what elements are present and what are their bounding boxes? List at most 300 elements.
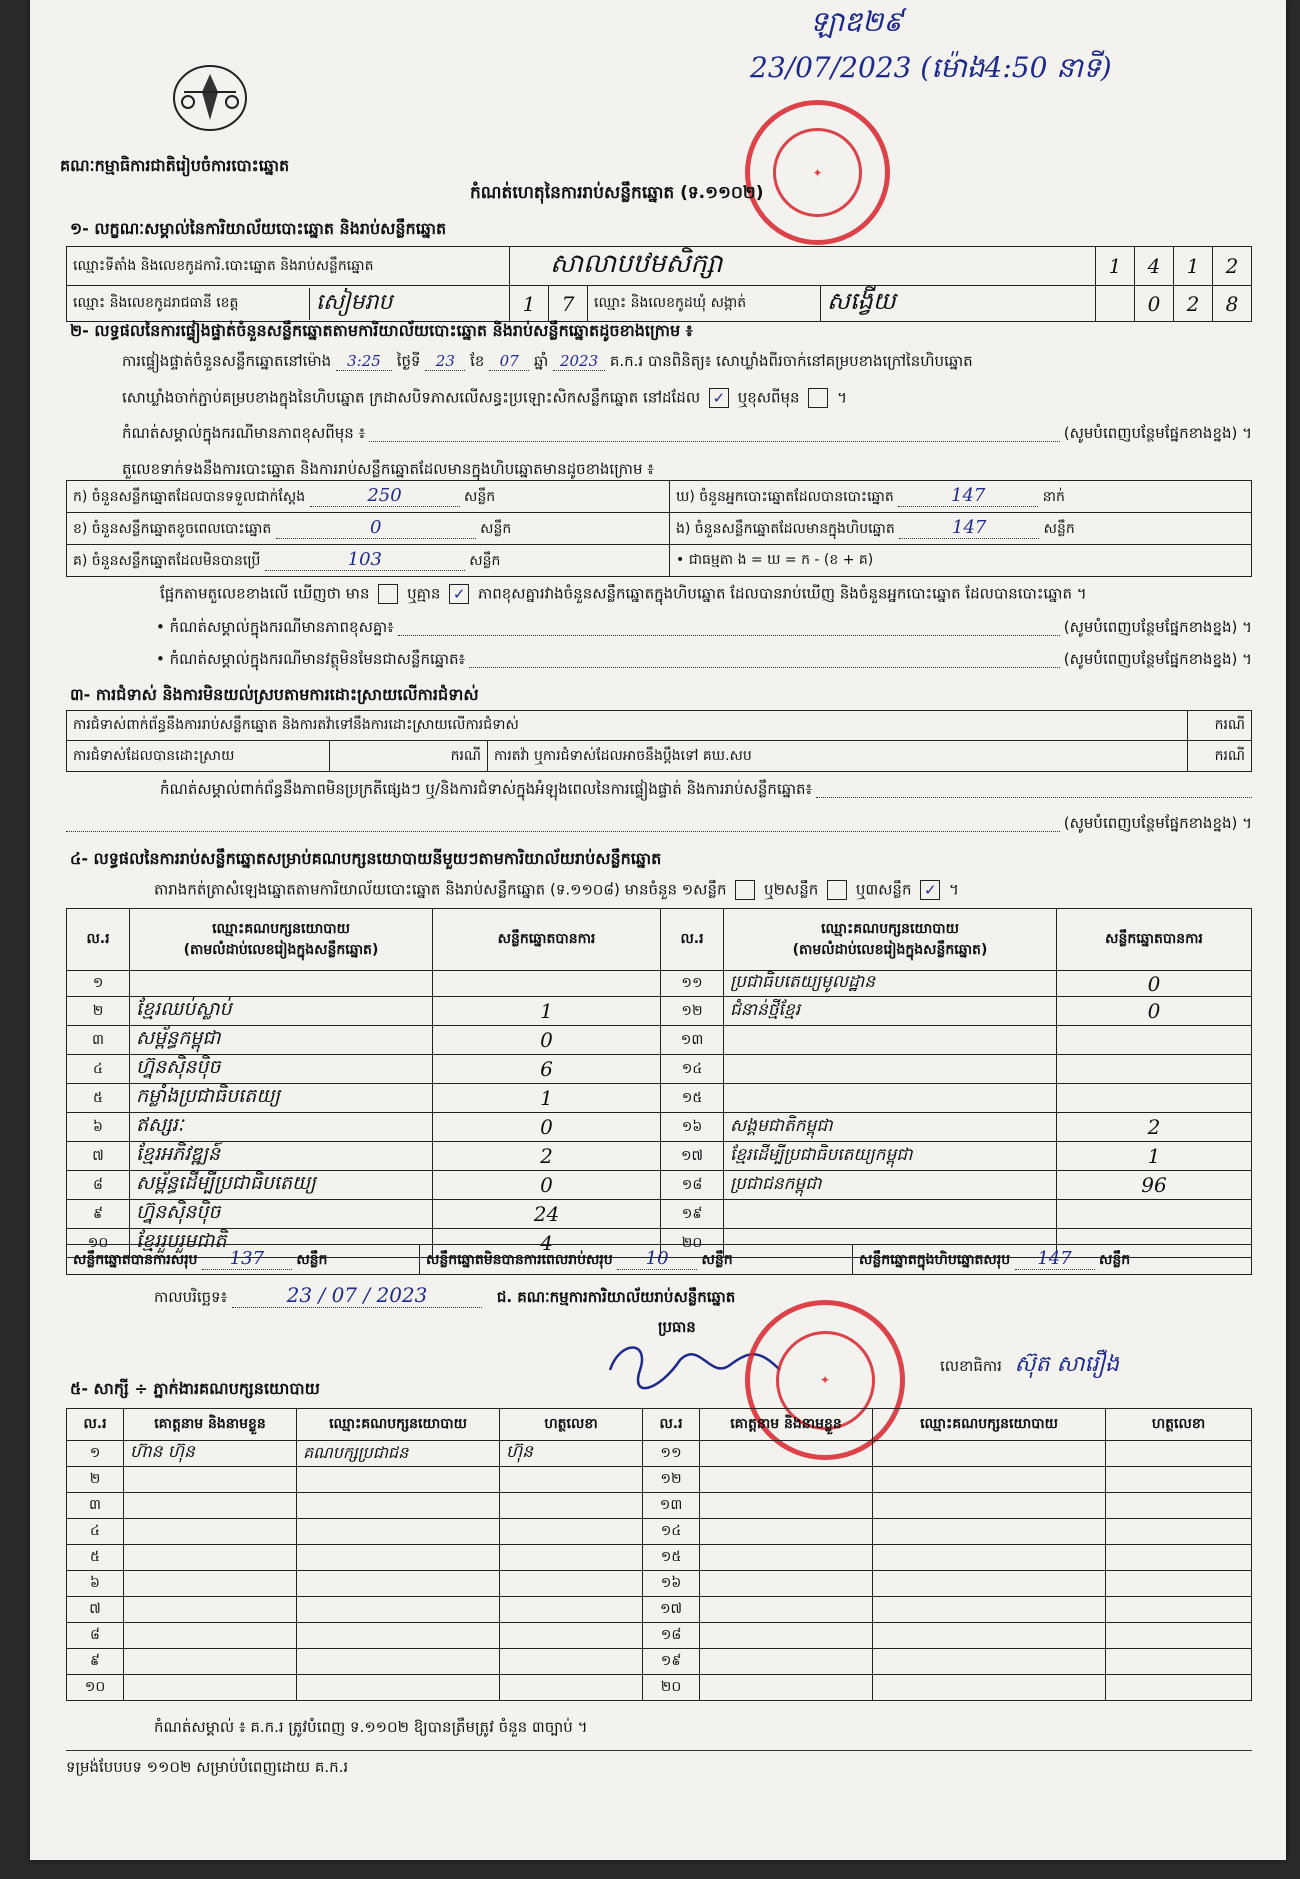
- document-title: កំណត់ហេតុនៃការរាប់សន្លឹកឆ្នោត (ទ.១១០២): [470, 183, 764, 203]
- section4-heading: ៤- លទ្ធផលនៃការរាប់សន្លឹកឆ្នោតសម្រាប់គណបក្សនយោបាយនីមួយៗតាមការិយាល័យរាប់សន្លឹកឆ្នោត: [70, 849, 662, 868]
- witness-signature-cell: [500, 1649, 643, 1675]
- totals-table: [66, 1244, 1252, 1275]
- total-invalid-value: 10: [617, 1248, 697, 1270]
- witness-no-cell: ១០: [67, 1675, 124, 1701]
- right-votes-cell: 0: [1057, 997, 1252, 1026]
- verification-year: 2023: [553, 352, 605, 371]
- witness-no-cell: ២: [67, 1467, 124, 1493]
- province-code-digit: 1: [510, 286, 549, 322]
- col-party: [130, 909, 433, 971]
- witness-name-cell: [700, 1441, 873, 1467]
- total-box-value: 147: [1015, 1248, 1095, 1270]
- unit-label: សន្លឹក: [701, 1252, 733, 1268]
- right-votes-cell: 2: [1057, 1113, 1252, 1142]
- note-foreign-object-field[interactable]: [469, 650, 1060, 668]
- note-foreign-object-line: [156, 650, 1252, 672]
- president-label: ប្រធាន: [658, 1318, 696, 1336]
- left-no-cell: ៥: [67, 1084, 130, 1113]
- has-discrepancy-checkbox[interactable]: [378, 584, 398, 604]
- right-no-cell: ១៥: [661, 1084, 724, 1113]
- left-party-cell: ឥស្សរៈ: [130, 1113, 433, 1142]
- col-name: គោត្តនាម និងនាមខ្លួន: [124, 1409, 297, 1441]
- right-party-cell: [724, 1026, 1057, 1055]
- left-votes-cell: [433, 971, 661, 997]
- witness-no-cell: ១: [67, 1441, 124, 1467]
- left-party-cell: ហ្វ៊ុនស៊ិនប៉ិច: [130, 1200, 433, 1229]
- col-party-title: ឈ្មោះគណបក្សនយោបាយ: [821, 920, 959, 937]
- voters-label: ឃ) ចំនួនអ្នកបោះឆ្នោតដែលបានបោះឆ្នោត: [676, 489, 894, 505]
- witness-party-cell: [297, 1467, 500, 1493]
- three-sheets-label: ឬ៣សន្លឹក: [855, 880, 912, 899]
- table-row: [67, 1113, 1252, 1142]
- right-party-cell: [724, 1084, 1057, 1113]
- col-party: ឈ្មោះគណបក្សនយោបាយ: [873, 1409, 1106, 1441]
- ballot-count-report-page: [30, 0, 1286, 1860]
- witness-name-cell: [700, 1467, 873, 1493]
- received-ballots-row: [67, 481, 670, 513]
- witness-name-cell: [700, 1649, 873, 1675]
- unit-label: សន្លឹក: [469, 553, 501, 569]
- table-row: [67, 1675, 1252, 1701]
- box-ballots-row: [670, 513, 1252, 545]
- received-ballots-value: 250: [310, 485, 460, 507]
- table-row: [67, 1441, 1252, 1467]
- witness-no-cell: ១១: [643, 1441, 700, 1467]
- witness-party-cell: [873, 1493, 1106, 1519]
- witness-party-cell: [297, 1519, 500, 1545]
- unit-label: សន្លឹក: [464, 489, 496, 505]
- witness-signature-cell: [500, 1597, 643, 1623]
- witness-signature-cell: [500, 1571, 643, 1597]
- witness-no-cell: ១៣: [643, 1493, 700, 1519]
- witness-no-cell: ៦: [67, 1571, 124, 1597]
- witness-signature-cell: [1106, 1623, 1252, 1649]
- witness-party-cell: [297, 1649, 500, 1675]
- witness-party-cell: [297, 1623, 500, 1649]
- witness-no-cell: ១៤: [643, 1519, 700, 1545]
- verification-text: ការផ្ទៀងផ្ទាត់ចំនួនសន្លឹកឆ្នោតនៅម៉ោង: [122, 352, 332, 370]
- appeal-cases: ករណី: [1187, 741, 1251, 772]
- table-row: [67, 1171, 1252, 1200]
- objections-cases: ករណី: [1187, 711, 1251, 741]
- table-row: [67, 1142, 1252, 1171]
- witness-party-cell: [873, 1623, 1106, 1649]
- commune-label: ឈ្មោះ និងលេខកូដឃុំ សង្កាត់: [588, 286, 821, 322]
- organization-name: គណៈកម្មាធិការជាតិរៀបចំការបោះឆ្នោត: [60, 156, 290, 175]
- location-code-digit: 1: [1174, 247, 1213, 286]
- irregularities-note-line: [160, 780, 1252, 802]
- unused-ballots-row: [67, 545, 670, 577]
- witness-signature-cell: [500, 1675, 643, 1701]
- left-no-cell: ៤: [67, 1055, 130, 1084]
- no-discrepancy-checkbox[interactable]: ✓: [449, 584, 469, 604]
- verification-month: 07: [489, 352, 529, 371]
- left-votes-cell: 6: [433, 1055, 661, 1084]
- left-party-cell: [130, 971, 433, 997]
- left-party-cell: សម្ព័ន្ធដើម្បីប្រជាធិបតេយ្យ: [130, 1171, 433, 1200]
- left-party-cell: ហ្វ៊ុនស៊ិនប៉ិច: [130, 1055, 433, 1084]
- total-valid-cell: [67, 1245, 420, 1275]
- official-seal-top: [745, 100, 890, 245]
- three-sheets-checkbox[interactable]: ✓: [920, 880, 940, 900]
- box-ballots-value: 147: [899, 517, 1039, 539]
- unit-label: សន្លឹក: [1043, 521, 1075, 537]
- day-label: ថ្ងៃទី: [396, 352, 421, 370]
- left-no-cell: ៨: [67, 1171, 130, 1200]
- right-votes-cell: 0: [1057, 971, 1252, 997]
- witness-party-cell: [873, 1467, 1106, 1493]
- section5-heading: ៥- សាក្សី ÷ ភ្នាក់ងារគណបក្សនយោបាយ: [70, 1379, 320, 1398]
- left-no-cell: ៣: [67, 1026, 130, 1055]
- witness-no-cell: ៩: [67, 1649, 124, 1675]
- changed-option-label: ឬខុសពីមុន: [737, 388, 800, 407]
- discrepancy-line: [160, 584, 1087, 607]
- witness-signature-cell: [500, 1467, 643, 1493]
- commune-code-digit: 0: [1135, 286, 1174, 322]
- witness-party-cell: [297, 1597, 500, 1623]
- table-row: [67, 1467, 1252, 1493]
- spoiled-ballots-value: 0: [276, 517, 476, 539]
- witness-signature-cell: [1106, 1597, 1252, 1623]
- appeal-label: ការតវ៉ា ឬការជំទាស់ដែលអាចនឹងប្តឹងទៅ គឃ.សប: [488, 741, 1188, 772]
- section3-heading: ៣- ការជំទាស់ និងការមិនយល់ស្របតាមការដោះស្រាយលើការជំទាស់: [70, 685, 479, 704]
- witness-no-cell: ១៩: [643, 1649, 700, 1675]
- left-votes-cell: 0: [433, 1113, 661, 1142]
- difference-note-line: [122, 424, 1252, 446]
- table-row: [67, 1545, 1252, 1571]
- note-suffix: (សូមបំពេញបន្ថែមផ្នែកខាងខ្នង) ។: [1063, 618, 1252, 636]
- witness-signature-cell: [500, 1493, 643, 1519]
- commune-value: សង្វើយ: [821, 286, 1096, 322]
- location-code-digit: 2: [1213, 247, 1252, 286]
- witness-no-cell: ៥: [67, 1545, 124, 1571]
- difference-note-suffix: (សូមបំពេញបន្ថែមផ្នែកខាងខ្នង) ។: [1063, 424, 1252, 442]
- col-no: ល.រ: [67, 909, 130, 971]
- unit-label: នាក់: [1042, 489, 1065, 505]
- right-party-cell: ជំនាន់ថ្មីខ្មែរ: [724, 997, 1057, 1026]
- witness-name-cell: [700, 1571, 873, 1597]
- right-party-cell: ប្រជាធិបតេយ្យមូលដ្ឋាន: [724, 971, 1057, 997]
- unit-label: សន្លឹក: [1098, 1252, 1131, 1268]
- left-votes-cell: 1: [433, 1084, 661, 1113]
- witness-party-cell: [873, 1441, 1106, 1467]
- left-votes-cell: 24: [433, 1200, 661, 1229]
- changed-checkbox[interactable]: [808, 388, 828, 408]
- total-valid-label: សន្លឹកឆ្នោតបានការសរុប: [73, 1252, 198, 1268]
- total-invalid-cell: [420, 1245, 853, 1275]
- discrepancy-text: ផ្អែកតាមតួលេខខាងលើ ឃើញថា មាន: [160, 584, 370, 603]
- col-no: ល.រ: [67, 1409, 124, 1441]
- right-no-cell: ១១: [661, 971, 724, 997]
- irregularities-note-field2[interactable]: [66, 814, 1060, 832]
- witness-signature-cell: [500, 1519, 643, 1545]
- witness-party-cell: [873, 1571, 1106, 1597]
- table-row: [67, 1200, 1252, 1229]
- note-discrepancy-field[interactable]: [398, 618, 1060, 636]
- province-code-digit: 7: [549, 286, 588, 322]
- note-discrepancy-label: • កំណត់សម្គាល់ក្នុងករណីមានភាពខុសគ្នា៖: [156, 618, 394, 636]
- witness-name-cell: [124, 1597, 297, 1623]
- no-discrepancy-label: ឬគ្មាន: [407, 584, 441, 603]
- secretary-name: ស៊ុត សារឿង: [1014, 1352, 1119, 1377]
- footer-text: ទម្រង់បែបបទ ១១០២ សម្រាប់បំពេញដោយ គ.ក.រ: [66, 1758, 349, 1776]
- location-code-digit: 4: [1135, 247, 1174, 286]
- received-ballots-label: ក) ចំនួនសន្លឹកឆ្នោតដែលបានទទួលជាក់ស្តែង: [73, 489, 306, 505]
- col-no: ល.រ: [661, 909, 724, 971]
- commune-code-digit: 8: [1213, 286, 1252, 322]
- witness-party-cell: [297, 1675, 500, 1701]
- left-votes-cell: 1: [433, 997, 661, 1026]
- box-ballots-label: ង) ចំនួនសន្លឹកឆ្នោតដែលមានក្នុងហិបឆ្នោត: [676, 521, 895, 537]
- witness-party-cell: [873, 1545, 1106, 1571]
- witness-name-cell: [700, 1519, 873, 1545]
- witness-signature-cell: [1106, 1571, 1252, 1597]
- date-value: 23 / 07 / 2023: [232, 1283, 482, 1308]
- right-no-cell: ១៧: [661, 1142, 724, 1171]
- witness-table: [66, 1408, 1252, 1701]
- witness-signature-cell: [1106, 1467, 1252, 1493]
- total-invalid-label: សន្លឹកឆ្នោតមិនបានការពេលរាប់សរុប: [426, 1252, 613, 1268]
- right-votes-cell: [1057, 1200, 1252, 1229]
- witness-name-cell: [124, 1571, 297, 1597]
- right-party-cell: [724, 1055, 1057, 1084]
- seal-status-line: សោឃ្លាំងចាក់ភ្ជាប់គម្របខាងក្នុងនៃហិបឆ្នោត ក្រដាសបិទភាសលើសន្ធះប្រឡោះសិកសន្លឹកឆ្នោត នៅដដែល ✓ ឬខុសពីមុន ។: [122, 388, 848, 407]
- witness-signature-cell: [1106, 1493, 1252, 1519]
- witness-party-cell: [873, 1597, 1106, 1623]
- voters-row: [670, 481, 1252, 513]
- table-row: [67, 1597, 1252, 1623]
- total-box-cell: [853, 1245, 1252, 1275]
- handwritten-code: ឡាឌ២៩: [810, 5, 903, 38]
- section1-heading: ១- លក្ខណៈសម្គាល់នៃការិយាល័យបោះឆ្នោត និងរាប់សន្លឹកឆ្នោត: [70, 219, 447, 238]
- col-votes: សន្លឹកឆ្នោតបានការ: [1057, 909, 1252, 971]
- col-party-title: ឈ្មោះគណបក្សនយោបាយ: [212, 920, 350, 937]
- year-label: ឆ្នាំ: [533, 352, 549, 370]
- witness-signature-cell: [500, 1623, 643, 1649]
- witness-no-cell: ១៨: [643, 1623, 700, 1649]
- unchanged-checkbox[interactable]: ✓: [709, 388, 729, 408]
- province-label: ឈ្មោះ និងលេខកូដរាជធានី ខេត្ត: [67, 288, 310, 320]
- verification-day: 23: [425, 352, 465, 371]
- right-no-cell: ២០: [661, 1229, 724, 1258]
- right-no-cell: ១២: [661, 997, 724, 1026]
- unit-label: សន្លឹក: [296, 1252, 328, 1268]
- spoiled-ballots-label: ខ) ចំនួនសន្លឹកឆ្នោតខូចពេលបោះឆ្នោត: [73, 521, 272, 537]
- unused-ballots-label: គ) ចំនួនសន្លឹកឆ្នោតដែលមិនបានប្រើ: [73, 553, 261, 569]
- witness-party-cell: [873, 1675, 1106, 1701]
- witness-name-cell: [700, 1597, 873, 1623]
- left-no-cell: ៧: [67, 1142, 130, 1171]
- table-row: [67, 1084, 1252, 1113]
- secretary-line: [940, 1350, 1119, 1382]
- witness-party-cell: គណបក្សប្រជាជន: [297, 1441, 500, 1467]
- left-party-cell: កម្លាំងប្រជាធិបតេយ្យ: [130, 1084, 433, 1113]
- col-sign: ហត្ថលេខា: [500, 1409, 643, 1441]
- right-no-cell: ១៤: [661, 1055, 724, 1084]
- witness-signature-cell: [1106, 1545, 1252, 1571]
- col-name: គោត្តនាម និងនាមខ្លួន: [700, 1409, 873, 1441]
- table-row: [67, 971, 1252, 997]
- col-party: ឈ្មោះគណបក្សនយោបាយ: [297, 1409, 500, 1441]
- witness-name-cell: [700, 1675, 873, 1701]
- witness-no-cell: ១៥: [643, 1545, 700, 1571]
- verification-time: 3:25: [336, 352, 392, 371]
- table-row: [67, 1649, 1252, 1675]
- witness-name-cell: [124, 1467, 297, 1493]
- col-votes: សន្លឹកឆ្នោតបានការ: [433, 909, 661, 971]
- table-row: [67, 1623, 1252, 1649]
- figures-intro: តួលេខទាក់ទងនឹងការបោះឆ្នោត និងការរាប់សន្លឹកឆ្នោតដែលមានក្នុងហិបឆ្នោតមានដូចខាងក្រោម ៖: [122, 460, 654, 478]
- col-party: [724, 909, 1057, 971]
- table-row: [67, 1571, 1252, 1597]
- witness-name-cell: [124, 1519, 297, 1545]
- col-party-subtitle: (តាមលំដាប់លេខរៀងក្នុងសន្លឹកឆ្នោត): [183, 941, 379, 958]
- seal-emblem-icon: ✦: [773, 128, 863, 218]
- left-votes-cell: 0: [433, 1171, 661, 1200]
- right-votes-cell: [1057, 1026, 1252, 1055]
- col-sign: ហត្ថលេខា: [1106, 1409, 1252, 1441]
- witness-name-cell: [700, 1545, 873, 1571]
- unit-label: សន្លឹក: [480, 521, 512, 537]
- witness-party-cell: [297, 1571, 500, 1597]
- col-party-subtitle: (តាមលំដាប់លេខរៀងក្នុងសន្លឹកឆ្នោត): [792, 941, 988, 958]
- commune-code-digit: 2: [1174, 286, 1213, 322]
- left-votes-cell: 4: [433, 1229, 661, 1258]
- discrepancy-text-post: ភាពខុសគ្នារវាងចំនួនសន្លឹកឆ្នោតក្នុងហិបឆ្នោត ដែលបានរាប់ឃើញ និងចំនួនអ្នកបោះឆ្នោត ដែលបានបោះឆ្នោត ។: [477, 584, 1087, 603]
- witness-signature-cell: [500, 1545, 643, 1571]
- witness-name-cell: [124, 1493, 297, 1519]
- nec-emblem-icon: [170, 62, 250, 134]
- table-row: [67, 1519, 1252, 1545]
- verification-text-post: គ.ក.រ បានពិនិត្យ៖ សោឃ្លាំងពីរចាក់នៅគម្របខាងក្រៅនៃហិបឆ្នោត: [609, 352, 973, 370]
- left-party-cell: ខ្មែរឈប់ស្លាប់: [130, 997, 433, 1026]
- right-party-cell: ខ្មែរដើម្បីប្រជាធិបតេយ្យកម្ពុជា: [724, 1142, 1057, 1171]
- witness-party-cell: [297, 1545, 500, 1571]
- right-votes-cell: 1: [1057, 1142, 1252, 1171]
- location-code-digit: 1: [1096, 247, 1135, 286]
- witness-name-cell: [700, 1493, 873, 1519]
- left-votes-cell: 0: [433, 1026, 661, 1055]
- witness-signature-cell: [1106, 1519, 1252, 1545]
- difference-note-label: កំណត់សម្គាល់ក្នុងករណីមានភាពខុសពីមុន ៖: [122, 424, 366, 442]
- formula-cell: • ជាធម្មតា ង = ឃ = ក - (ខ + គ): [670, 545, 1252, 577]
- seal-status-text: សោឃ្លាំងចាក់ភ្ជាប់គម្របខាងក្នុងនៃហិបឆ្នោត ក្រដាសបិទភាសលើសន្ធះប្រឡោះសិកសន្លឹកឆ្នោត នៅដដែល: [122, 388, 701, 407]
- footnote: កំណត់សម្គាល់ ៖ គ.ក.រ ត្រូវបំពេញ ទ.១១០២ ឱ្យបានត្រឹមត្រូវ ចំនួន ៣ច្បាប់ ។: [154, 1718, 588, 1736]
- right-no-cell: ១៣: [661, 1026, 724, 1055]
- right-votes-cell: [1057, 1084, 1252, 1113]
- verification-line: [122, 352, 1252, 374]
- committee-label: ជ. គណៈកម្មការការិយាល័យរាប់សន្លឹកឆ្នោត: [496, 1288, 736, 1306]
- month-label: ខែ: [470, 352, 485, 370]
- location-value: សាលាបឋមសិក្សា: [510, 247, 1096, 286]
- right-party-cell: សង្គមជាតិកម្ពុជា: [724, 1113, 1057, 1142]
- seal-emblem-icon: ✦: [776, 1331, 875, 1430]
- witness-name-cell: [124, 1675, 297, 1701]
- witness-name-cell: [124, 1545, 297, 1571]
- witness-no-cell: ១៦: [643, 1571, 700, 1597]
- witness-signature-cell: [1106, 1649, 1252, 1675]
- unused-ballots-value: 103: [265, 549, 465, 571]
- right-votes-cell: 96: [1057, 1171, 1252, 1200]
- resolved-objections-label: ការជំទាស់ដែលបានដោះស្រាយ: [67, 741, 330, 771]
- right-party-cell: [724, 1200, 1057, 1229]
- tally-sheet-text: តារាងកត់ត្រាសំឡេងឆ្នោតតាមការិយាល័យបោះឆ្នោត និងរាប់សន្លឹកឆ្នោត (ទ.១១០៨) មានចំនួន ១សន្លឹក: [154, 880, 727, 899]
- objections-table: [66, 710, 1252, 772]
- right-party-cell: ប្រជាជនកម្ពុជា: [724, 1171, 1057, 1200]
- difference-note-field[interactable]: [369, 424, 1060, 442]
- witness-no-cell: ៤: [67, 1519, 124, 1545]
- total-valid-value: 137: [202, 1248, 292, 1270]
- resolved-objections-cases: ករណី: [450, 747, 481, 764]
- secretary-label: លេខាធិការ: [940, 1357, 1002, 1375]
- tally-sheet-line: តារាងកត់ត្រាសំឡេងឆ្នោតតាមការិយាល័យបោះឆ្នោត និងរាប់សន្លឹកឆ្នោត (ទ.១១០៨) មានចំនួន ១សន្លឹក ឬ២សន្លឹក ឬ៣សន្លឹក ✓ ។: [154, 880, 959, 899]
- section2-heading: ២- លទ្ធផលនៃការផ្ទៀងផ្ទាត់ចំនួនសន្លឹកឆ្នោតតាមការិយាល័យបោះឆ្នោត និងរាប់សន្លឹកឆ្នោតដូចខាងក្រោម ៖: [70, 321, 693, 340]
- witness-no-cell: ២០: [643, 1675, 700, 1701]
- witness-signature-cell: [1106, 1441, 1252, 1467]
- date-label: កាលបរិច្ឆេទ៖: [154, 1288, 228, 1306]
- left-no-cell: ៩: [67, 1200, 130, 1229]
- witness-no-cell: ១៧: [643, 1597, 700, 1623]
- province-value: សៀមរាប: [316, 289, 393, 315]
- right-no-cell: ១៨: [661, 1171, 724, 1200]
- two-sheets-checkbox[interactable]: [827, 880, 847, 900]
- handwritten-datetime: 23/07/2023 (ម៉ោង4:50 នាទី): [750, 51, 1112, 84]
- two-sheets-label: ឬ២សន្លឹក: [764, 880, 819, 899]
- location-label: ឈ្មោះទីតាំង និងលេខកូដការិ.បោះឆ្នោត និងរាប់សន្លឹកឆ្នោត: [67, 247, 510, 286]
- left-no-cell: ១: [67, 971, 130, 997]
- table-row: [67, 997, 1252, 1026]
- left-party-cell: ខ្មែររួបរួមជាតិ: [130, 1229, 433, 1258]
- witness-signature-cell: [1106, 1675, 1252, 1701]
- right-no-cell: ១៦: [661, 1113, 724, 1142]
- irregularities-note-label: កំណត់សម្គាល់ពាក់ព័ន្ធនឹងភាពមិនប្រក្រតីផ្សេងៗ ឬ/និងការជំទាស់ក្នុងអំឡុងពេលនៃការផ្ទៀងផ្ទាត់ និងការរាប់សន្លឹកឆ្នោត៖: [160, 780, 813, 798]
- party-results-table: [66, 908, 1252, 1258]
- witness-no-cell: ១២: [643, 1467, 700, 1493]
- total-box-label: សន្លឹកឆ្នោតក្នុងហិបឆ្នោតសរុប: [859, 1252, 1011, 1268]
- right-no-cell: ១៩: [661, 1200, 724, 1229]
- objections-label: ការជំទាស់ពាក់ព័ន្ធនឹងការរាប់សន្លឹកឆ្នោត និងការតវ៉ាទៅនឹងការដោះស្រាយលើការជំទាស់: [67, 711, 1188, 741]
- witness-party-cell: [873, 1649, 1106, 1675]
- note-foreign-object-label: • កំណត់សម្គាល់ក្នុងករណីមានវត្ថុមិនមែនជាសន្លឹកឆ្នោត៖: [156, 650, 466, 668]
- witness-party-cell: [297, 1493, 500, 1519]
- col-no: ល.រ: [643, 1409, 700, 1441]
- left-party-cell: ខ្មែរអភិវឌ្ឍន៍: [130, 1142, 433, 1171]
- footer-divider: [66, 1750, 1252, 1751]
- witness-name-cell: [124, 1623, 297, 1649]
- witness-party-cell: [873, 1519, 1106, 1545]
- left-no-cell: ១០: [67, 1229, 130, 1258]
- note-suffix: (សូមបំពេញបន្ថែមផ្នែកខាងខ្នង) ។: [1063, 814, 1252, 832]
- right-votes-cell: [1057, 1055, 1252, 1084]
- table-row: [67, 1493, 1252, 1519]
- one-sheet-checkbox[interactable]: [735, 880, 755, 900]
- witness-name-cell: [700, 1623, 873, 1649]
- irregularities-note-line2: [66, 814, 1252, 836]
- irregularities-note-field[interactable]: [816, 780, 1252, 798]
- note-suffix: (សូមបំពេញបន្ថែមផ្នែកខាងខ្នង) ។: [1063, 650, 1252, 668]
- table-row: [67, 1055, 1252, 1084]
- table-row: [67, 1026, 1252, 1055]
- date-line: [154, 1283, 735, 1310]
- left-no-cell: ២: [67, 997, 130, 1026]
- witness-no-cell: ៧: [67, 1597, 124, 1623]
- spoiled-ballots-row: [67, 513, 670, 545]
- left-no-cell: ៦: [67, 1113, 130, 1142]
- voters-value: 147: [898, 485, 1038, 507]
- witness-name-cell: [124, 1649, 297, 1675]
- ballot-figures-table: [66, 480, 1252, 577]
- witness-signature-cell: ហ៊ុន: [500, 1441, 643, 1467]
